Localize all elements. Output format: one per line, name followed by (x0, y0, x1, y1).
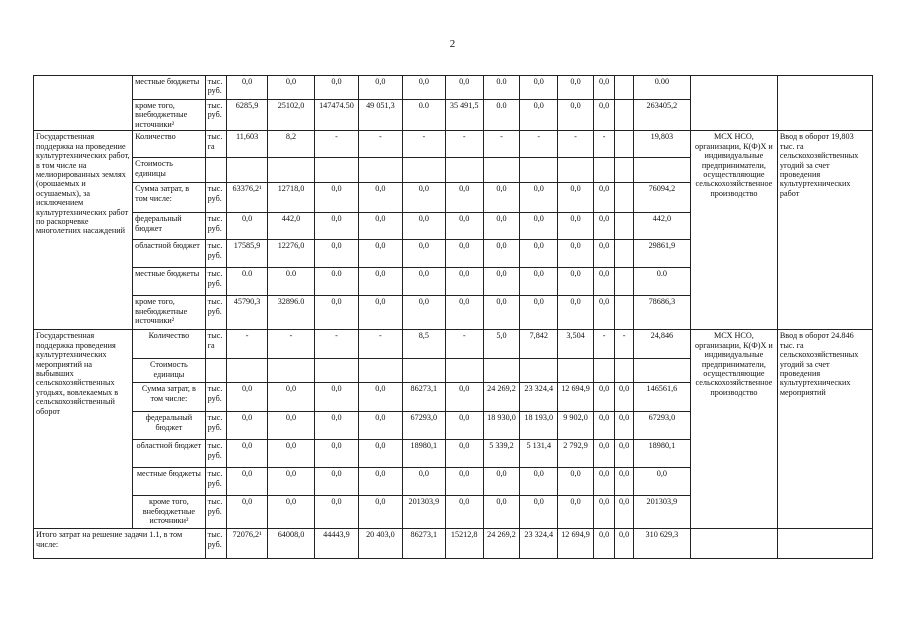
value-cell: 0,0 (593, 268, 614, 296)
value-cell (593, 359, 614, 383)
value-cell: 0,0 (315, 296, 359, 330)
activity-description: Государственная поддержка проведения культуртехнических мероприятий на выбывших сельскохозяйственных угодьях, вовлекаемых в сельскохозяйственный оборот (34, 330, 133, 529)
value-cell: 201303,9 (633, 496, 690, 529)
value-cell: 0,0 (615, 440, 633, 468)
indicator-label: федеральный бюджет (133, 412, 206, 440)
value-cell (483, 359, 520, 383)
table-row (34, 131, 873, 158)
value-cell: 0,0 (483, 240, 520, 268)
value-cell: 0,0 (358, 76, 402, 100)
value-cell: 0,0 (593, 383, 614, 412)
unit-cell (205, 359, 226, 383)
value-cell: 12276,0 (268, 240, 315, 268)
value-cell: 263405,2 (633, 100, 690, 131)
program-budget-table (33, 75, 873, 559)
value-cell: 0,0 (483, 183, 520, 213)
expected-result-cell: Ввод в оборот 24.846 тыс. га сельскохозяйственных угодий за счет проведения культуртехнических мероприятий (777, 330, 872, 529)
value-cell: - (315, 330, 359, 359)
indicator-label: Сумма затрат, в том числе: (133, 183, 206, 213)
value-cell: 0,0 (520, 100, 558, 131)
value-cell (615, 131, 633, 158)
value-cell: 86273,1 (402, 383, 445, 412)
value-cell: - (227, 330, 268, 359)
unit-cell: тыс. руб. (205, 76, 226, 100)
unit-cell: тыс. руб. (205, 412, 226, 440)
value-cell: 49 051,3 (358, 100, 402, 131)
value-cell (615, 359, 633, 383)
value-cell: 0,0 (445, 240, 483, 268)
value-cell (615, 213, 633, 240)
value-cell: - (615, 330, 633, 359)
value-cell: 201303,9 (402, 496, 445, 529)
total-value-cell: 44443,9 (315, 529, 359, 559)
value-cell (520, 158, 558, 183)
expected-result-cell: Ввод в оборот 19,803 тыс. га сельскохозяйственных угодий за счет проведения культуртехнических работ (777, 131, 872, 330)
value-cell: 0,0 (558, 468, 594, 496)
value-cell: 0,0 (315, 383, 359, 412)
value-cell (615, 76, 633, 100)
value-cell: 0,0 (520, 496, 558, 529)
value-cell (402, 359, 445, 383)
value-cell (558, 158, 594, 183)
value-cell (593, 158, 614, 183)
value-cell: 12718,0 (268, 183, 315, 213)
value-cell: 45790,3 (227, 296, 268, 330)
value-cell: 24 269,2 (483, 383, 520, 412)
value-cell: 25102,0 (268, 100, 315, 131)
value-cell (268, 158, 315, 183)
unit-cell: тыс. руб. (205, 496, 226, 529)
value-cell: 0,0 (358, 412, 402, 440)
value-cell (615, 100, 633, 131)
value-cell: 0,0 (445, 468, 483, 496)
value-cell: - (358, 131, 402, 158)
unit-cell: тыс. руб. (205, 100, 226, 131)
executors-cell (690, 76, 777, 131)
value-cell (402, 158, 445, 183)
value-cell: 0,0 (358, 240, 402, 268)
value-cell: 0,0 (483, 268, 520, 296)
value-cell: 442,0 (268, 213, 315, 240)
value-cell (615, 296, 633, 330)
value-cell: 18 193,0 (520, 412, 558, 440)
value-cell (315, 359, 359, 383)
value-cell: 0.0 (227, 268, 268, 296)
executors-cell: МСХ НСО, организации, К(Ф)Х и индивидуальные предприниматели, осуществляющие сельскохозяйственное производство (690, 131, 777, 330)
value-cell: 17585,9 (227, 240, 268, 268)
value-cell: 0,0 (227, 213, 268, 240)
value-cell: 29861,9 (633, 240, 690, 268)
value-cell: - (593, 131, 614, 158)
value-cell: 0,0 (593, 440, 614, 468)
unit-cell: тыс. руб. (205, 268, 226, 296)
total-value-cell: 310 629,3 (633, 529, 690, 559)
total-value-cell: 15212,8 (445, 529, 483, 559)
value-cell: 0,0 (558, 213, 594, 240)
value-cell (483, 158, 520, 183)
value-cell: 0,0 (445, 440, 483, 468)
value-cell: 0,0 (558, 296, 594, 330)
value-cell: 0,0 (227, 440, 268, 468)
value-cell: 147474.50 (315, 100, 359, 131)
value-cell: 0,0 (268, 76, 315, 100)
total-value-cell: 72076,2¹ (227, 529, 268, 559)
value-cell: 0,0 (615, 496, 633, 529)
value-cell: 35 491,5 (445, 100, 483, 131)
value-cell: 0,0 (402, 468, 445, 496)
indicator-label: областной бюджет (133, 240, 206, 268)
value-cell (445, 359, 483, 383)
value-cell (615, 268, 633, 296)
value-cell: 18980,1 (633, 440, 690, 468)
indicator-label: Стоимость единицы (133, 158, 206, 183)
value-cell: 11,603 (227, 131, 268, 158)
value-cell: - (483, 131, 520, 158)
value-cell: 0,0 (558, 240, 594, 268)
value-cell: 0,0 (315, 412, 359, 440)
unit-cell (205, 158, 226, 183)
value-cell: 76094,2 (633, 183, 690, 213)
value-cell: 0,0 (315, 76, 359, 100)
total-value-cell: 64008,0 (268, 529, 315, 559)
value-cell: 0,0 (483, 296, 520, 330)
value-cell: 67293,0 (402, 412, 445, 440)
activity-description (34, 76, 133, 131)
value-cell: 0,0 (520, 183, 558, 213)
total-value-cell: 12 694,9 (558, 529, 594, 559)
value-cell: 18 930,0 (483, 412, 520, 440)
value-cell: 0,0 (358, 296, 402, 330)
value-cell: 8,5 (402, 330, 445, 359)
value-cell: 0,0 (227, 468, 268, 496)
value-cell (358, 359, 402, 383)
indicator-label: Сумма затрат, в том числе: (133, 383, 206, 412)
value-cell: 0,0 (593, 100, 614, 131)
value-cell: 146561,6 (633, 383, 690, 412)
total-row (34, 529, 873, 559)
value-cell: 0,0 (268, 383, 315, 412)
total-value-cell: 0,0 (615, 529, 633, 559)
value-cell: - (358, 330, 402, 359)
value-cell: 0,0 (402, 268, 445, 296)
value-cell: 0,0 (402, 213, 445, 240)
value-cell (615, 183, 633, 213)
value-cell: 19,803 (633, 131, 690, 158)
value-cell: 0,0 (358, 183, 402, 213)
value-cell: 0,0 (227, 412, 268, 440)
value-cell: 0,0 (520, 468, 558, 496)
unit-cell: тыс. га (205, 131, 226, 158)
value-cell: 0,0 (593, 213, 614, 240)
unit-cell: тыс. руб. (205, 440, 226, 468)
value-cell: - (520, 131, 558, 158)
value-cell: 0,0 (402, 240, 445, 268)
value-cell: 0.0 (268, 268, 315, 296)
value-cell (615, 158, 633, 183)
value-cell: 0,0 (558, 268, 594, 296)
value-cell: 0,0 (520, 296, 558, 330)
unit-cell: тыс. руб. (205, 529, 226, 559)
value-cell: 0,0 (227, 383, 268, 412)
value-cell: 0,0 (558, 100, 594, 131)
value-cell: 0,0 (445, 412, 483, 440)
value-cell: 0,0 (358, 213, 402, 240)
value-cell: 24,846 (633, 330, 690, 359)
unit-cell: тыс. руб. (205, 468, 226, 496)
activity-description: Государственная поддержка на проведение культуртехнических работ, в том числе на мелиорированных землях (орошаемых и осушаемых), за исключением культуртехнических работ по раскорчевке многолетних насаждений (34, 131, 133, 330)
value-cell: 3,504 (558, 330, 594, 359)
total-value-cell: 86273,1 (402, 529, 445, 559)
value-cell: 0,0 (633, 468, 690, 496)
value-cell (615, 240, 633, 268)
value-cell: 0,0 (268, 412, 315, 440)
total-value-cell: 0,0 (593, 529, 614, 559)
value-cell: 0.0 (483, 76, 520, 100)
value-cell: 0,0 (593, 183, 614, 213)
value-cell (633, 158, 690, 183)
value-cell: - (268, 330, 315, 359)
value-cell: 0,0 (358, 468, 402, 496)
value-cell: 0,0 (315, 496, 359, 529)
value-cell: 0,0 (227, 76, 268, 100)
value-cell: 0,0 (445, 383, 483, 412)
value-cell: 0,0 (445, 268, 483, 296)
value-cell: 0,0 (593, 240, 614, 268)
value-cell: 63376,2¹ (227, 183, 268, 213)
empty-cell (777, 529, 872, 559)
unit-cell: тыс. руб. (205, 240, 226, 268)
value-cell: 0,0 (315, 213, 359, 240)
value-cell: - (445, 330, 483, 359)
value-cell: 0,0 (315, 183, 359, 213)
table-body (34, 76, 873, 559)
unit-cell: тыс. руб. (205, 383, 226, 412)
expected-result-cell (777, 76, 872, 131)
value-cell: 78686,3 (633, 296, 690, 330)
value-cell: 0,0 (593, 496, 614, 529)
indicator-label: Количество (133, 131, 206, 158)
indicator-label: местные бюджеты (133, 76, 206, 100)
value-cell: - (315, 131, 359, 158)
value-cell: 0,0 (445, 296, 483, 330)
total-value-cell: 20 403,0 (358, 529, 402, 559)
value-cell (227, 158, 268, 183)
value-cell: 0,0 (402, 76, 445, 100)
value-cell: - (558, 131, 594, 158)
value-cell: 12 694,9 (558, 383, 594, 412)
value-cell: 7,842 (520, 330, 558, 359)
value-cell: 0.0 (633, 268, 690, 296)
total-value-cell: 23 324,4 (520, 529, 558, 559)
value-cell: 2 792,9 (558, 440, 594, 468)
value-cell: 5 131,4 (520, 440, 558, 468)
value-cell: 0,0 (402, 296, 445, 330)
total-value-cell: 24 269,2 (483, 529, 520, 559)
value-cell: 0,0 (520, 240, 558, 268)
value-cell: 0,0 (445, 183, 483, 213)
value-cell (445, 158, 483, 183)
value-cell: 0,0 (520, 213, 558, 240)
indicator-label: местные бюджеты (133, 268, 206, 296)
value-cell: 0,0 (445, 496, 483, 529)
indicator-label: местные бюджеты (133, 468, 206, 496)
value-cell: 5 339,2 (483, 440, 520, 468)
value-cell: 0,0 (358, 496, 402, 529)
value-cell (227, 359, 268, 383)
value-cell: 0,0 (315, 440, 359, 468)
indicator-label: кроме того, внебюджетные источники² (133, 496, 206, 529)
empty-cell (690, 529, 777, 559)
unit-cell: тыс. руб. (205, 213, 226, 240)
unit-cell: тыс. руб. (205, 183, 226, 213)
value-cell (633, 359, 690, 383)
value-cell: 0,0 (315, 240, 359, 268)
value-cell: 0.0 (402, 100, 445, 131)
value-cell: 0,0 (558, 183, 594, 213)
value-cell: - (445, 131, 483, 158)
value-cell: 18980,1 (402, 440, 445, 468)
value-cell: 23 324,4 (520, 383, 558, 412)
value-cell: 0,0 (558, 496, 594, 529)
value-cell: 0,0 (615, 468, 633, 496)
value-cell (358, 158, 402, 183)
value-cell: 442,0 (633, 213, 690, 240)
value-cell: 0,0 (593, 296, 614, 330)
unit-cell: тыс. руб. (205, 296, 226, 330)
value-cell: 8,2 (268, 131, 315, 158)
table-row (34, 330, 873, 359)
value-cell: 0.00 (633, 76, 690, 100)
value-cell (558, 359, 594, 383)
table-row (34, 76, 873, 100)
value-cell: 0,0 (483, 496, 520, 529)
page-number: 2 (449, 38, 456, 50)
value-cell: 0,0 (268, 468, 315, 496)
indicator-label: Стоимость единицы (133, 359, 206, 383)
executors-cell: МСХ НСО, организации, К(Ф)Х и индивидуальные предприниматели, осуществляющие сельскохозяйственное производство (690, 330, 777, 529)
value-cell: 0,0 (615, 383, 633, 412)
value-cell: 6285,9 (227, 100, 268, 131)
value-cell: 0,0 (615, 412, 633, 440)
value-cell: 9 902,0 (558, 412, 594, 440)
value-cell: 0,0 (520, 76, 558, 100)
unit-cell: тыс. га (205, 330, 226, 359)
value-cell: 0,0 (227, 496, 268, 529)
value-cell: 67293,0 (633, 412, 690, 440)
value-cell: 0,0 (558, 76, 594, 100)
value-cell: - (593, 330, 614, 359)
indicator-label: кроме того, внебюджетные источники² (133, 296, 206, 330)
value-cell: 0,0 (402, 183, 445, 213)
value-cell: - (402, 131, 445, 158)
total-label: Итого затрат на решение задачи 1.1, в том числе: (34, 529, 206, 559)
value-cell: 0,0 (268, 440, 315, 468)
value-cell: 32896.0 (268, 296, 315, 330)
value-cell: 0,0 (483, 468, 520, 496)
value-cell: 0,0 (445, 213, 483, 240)
value-cell: 0,0 (358, 383, 402, 412)
value-cell: 0,0 (268, 496, 315, 529)
indicator-label: федеральный бюджет (133, 213, 206, 240)
value-cell: 0,0 (315, 468, 359, 496)
value-cell: 0,0 (593, 468, 614, 496)
value-cell: 0,0 (358, 440, 402, 468)
value-cell: 0.0 (483, 100, 520, 131)
value-cell: 0,0 (520, 268, 558, 296)
value-cell (315, 158, 359, 183)
value-cell: 0,0 (445, 76, 483, 100)
value-cell: 0,0 (593, 412, 614, 440)
value-cell (268, 359, 315, 383)
value-cell: 0,0 (593, 76, 614, 100)
indicator-label: Количество (133, 330, 206, 359)
indicator-label: областной бюджет (133, 440, 206, 468)
value-cell (520, 359, 558, 383)
value-cell: 5,0 (483, 330, 520, 359)
indicator-label: кроме того, внебюджетные источники² (133, 100, 206, 131)
value-cell: 0,0 (483, 213, 520, 240)
value-cell: 0,0 (358, 268, 402, 296)
value-cell: 0.0 (315, 268, 359, 296)
